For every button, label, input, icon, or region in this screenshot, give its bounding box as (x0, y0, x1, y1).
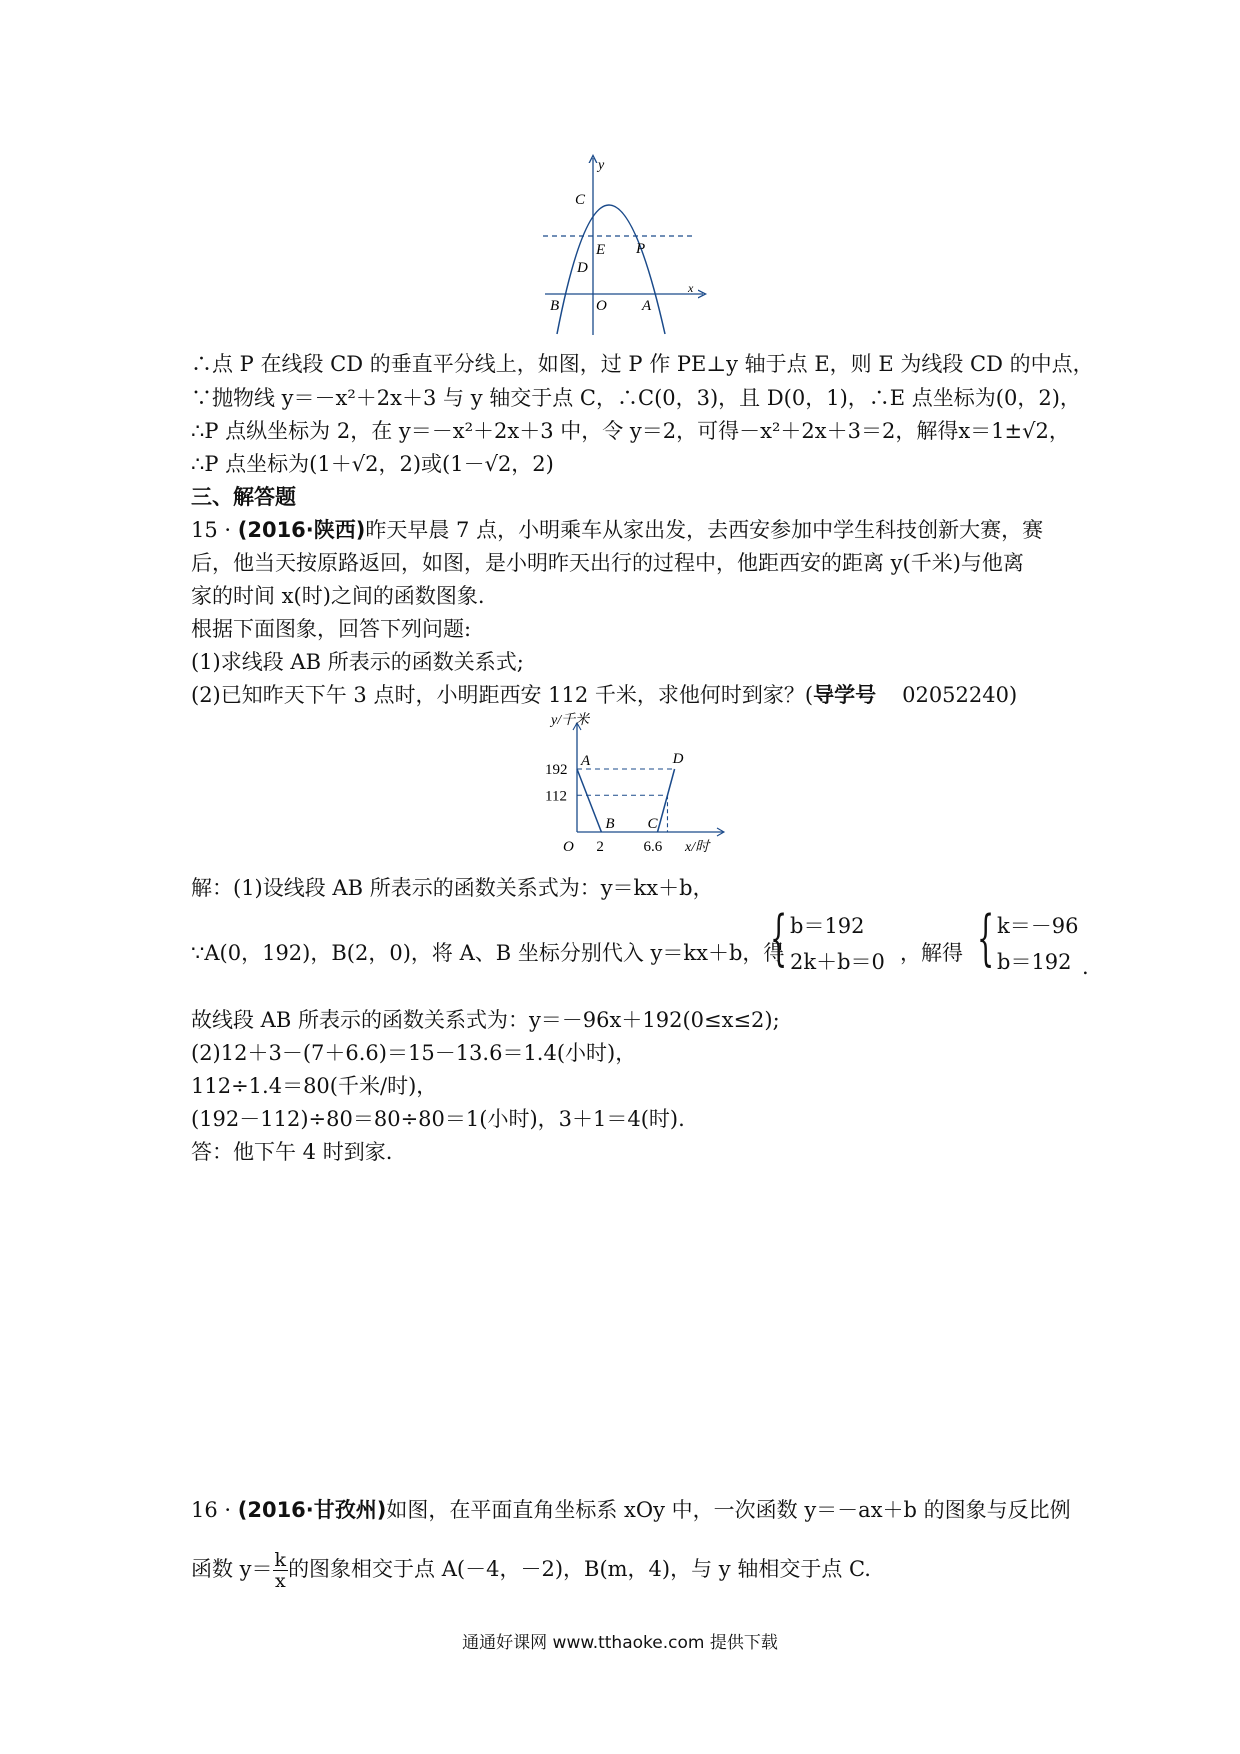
q16-source: (2016·甘孜州) (237, 1498, 387, 1522)
section-title: 三、解答题 (191, 485, 296, 509)
q15-text-1: 昨天早晨 7 点，小明乘车从家出发，去西安参加中学生科技创新大赛，赛 (365, 518, 1044, 542)
solution-line-1: ∴点 P 在线段 CD 的垂直平分线上，如图，过 P 作 PE⊥y 轴于点 E，则 E 为线段 CD 的中点， (191, 352, 1094, 376)
sol15-line-6: (192－112)÷80＝80÷80＝1(小时)，3＋1＝4(时). (191, 1107, 685, 1131)
sol15-line-2c: . (1082, 955, 1089, 979)
point-label-a: A (581, 753, 591, 769)
q15-part-1: (1)求线段 AB 所表示的函数关系式; (191, 650, 524, 674)
point-label-b: B (605, 816, 615, 832)
q16-line-1 (191, 1496, 1071, 1524)
point-label-d: D (672, 751, 684, 767)
q16-number: 16 · (191, 1498, 238, 1522)
x-tick-2: 2 (596, 839, 604, 855)
system2-eq-2: b＝192 (997, 950, 1072, 974)
label-y: y (598, 158, 605, 173)
y-axis-label: y/千米 (551, 713, 590, 728)
q16-text-2b: 的图象相交于点 A(－4，－2)，B(m，4)，与 y 轴相交于点 C. (288, 1557, 871, 1581)
q15-line-4: 根据下面图象，回答下列问题: (191, 617, 472, 641)
solution-line-4: ∴P 点坐标为(1＋√2，2)或(1－√2，2) (191, 452, 554, 476)
label-x: x (688, 281, 694, 295)
footer-text: 通通好课网 www.tthaoke.com 提供下载 (462, 1633, 778, 1653)
sol15-line-2 (191, 939, 784, 967)
guide-label: 导学号 (813, 683, 877, 707)
sol15-line-5: 112÷1.4＝80(千米/时)， (191, 1074, 438, 1098)
sol15-line-1: 解：(1)设线段 AB 所表示的函数关系式为：y＝kx＋b， (191, 876, 714, 900)
parabola-curve (557, 205, 665, 334)
fraction-denominator: x (274, 1570, 286, 1592)
origin-label: O (563, 839, 574, 855)
q15-part-2-text: (2)已知昨天下午 3 点时，小明距西安 112 千米，求他何时到家？( (191, 683, 814, 707)
distance-time-chart (505, 710, 730, 860)
brace-2: { (977, 903, 995, 973)
fraction-numerator: k (274, 1549, 287, 1571)
parabola-figure (535, 152, 710, 337)
label-a: A (642, 298, 652, 314)
system1-eq-2: 2k＋b＝0 (790, 950, 885, 974)
y-tick-112: 112 (545, 788, 567, 805)
x-axis-label: x/时 (685, 840, 710, 855)
sol15-line-2a: ∵A(0，192)，B(2，0)，将 A、B 坐标分别代入 y＝kx＋b，得 (191, 941, 785, 965)
q15-line-2: 后，他当天按原路返回，如图，是小明昨天出行的过程中，他距西安的距离 y(千米)与他离 (191, 551, 1024, 575)
q15-part-2 (191, 681, 1017, 709)
label-d: D (577, 260, 588, 276)
system1-eq-1: b＝192 (790, 914, 865, 938)
segment-cd (658, 769, 675, 832)
q16-text-2a: 函数 y＝ (191, 1557, 273, 1581)
x-tick-6-6: 6.6 (643, 839, 663, 855)
system2-eq-1: k＝－96 (997, 914, 1079, 938)
guide-code: 02052240) (902, 683, 1018, 707)
label-c: C (575, 192, 586, 208)
fraction-k-over-x (273, 1550, 289, 1591)
label-e: E (596, 242, 606, 258)
q15-line-1 (191, 516, 1043, 544)
solution-line-3: ∴P 点纵坐标为 2，在 y＝－x²＋2x＋3 中，令 y＝2，可得－x²＋2x＋3＝2，解得x＝1±√2， (191, 419, 1070, 443)
label-o: O (596, 298, 607, 314)
sol15-answer: 答：他下午 4 时到家. (191, 1140, 393, 1164)
label-b: B (550, 298, 560, 314)
sol15-line-3: 故线段 AB 所表示的函数关系式为：y＝－96x＋192(0≤x≤2); (191, 1008, 780, 1032)
solution-line-2: ∵抛物线 y＝－x²＋2x＋3 与 y 轴交于点 C，∴C(0，3)，且 D(0，1)，∴E 点坐标为(0，2)， (191, 386, 1081, 410)
y-tick-192: 192 (545, 762, 568, 778)
q15-source: (2016·陕西) (237, 518, 366, 542)
point-label-c: C (647, 816, 658, 832)
q16-line-2 (191, 1550, 871, 1591)
label-p: P (636, 241, 646, 257)
brace-1: { (770, 903, 788, 973)
q15-line-3: 家的时间 x(时)之间的函数图象. (191, 584, 485, 608)
q15-number: 15 · (191, 518, 238, 542)
segment-ab (577, 769, 601, 832)
sol15-line-4: (2)12＋3－(7＋6.6)＝15－13.6＝1.4(小时)， (191, 1041, 637, 1065)
sol15-line-2b: ，解得 (900, 941, 963, 965)
q16-text-1: 如图，在平面直角坐标系 xOy 中，一次函数 y＝－ax＋b 的图象与反比例 (386, 1498, 1071, 1522)
